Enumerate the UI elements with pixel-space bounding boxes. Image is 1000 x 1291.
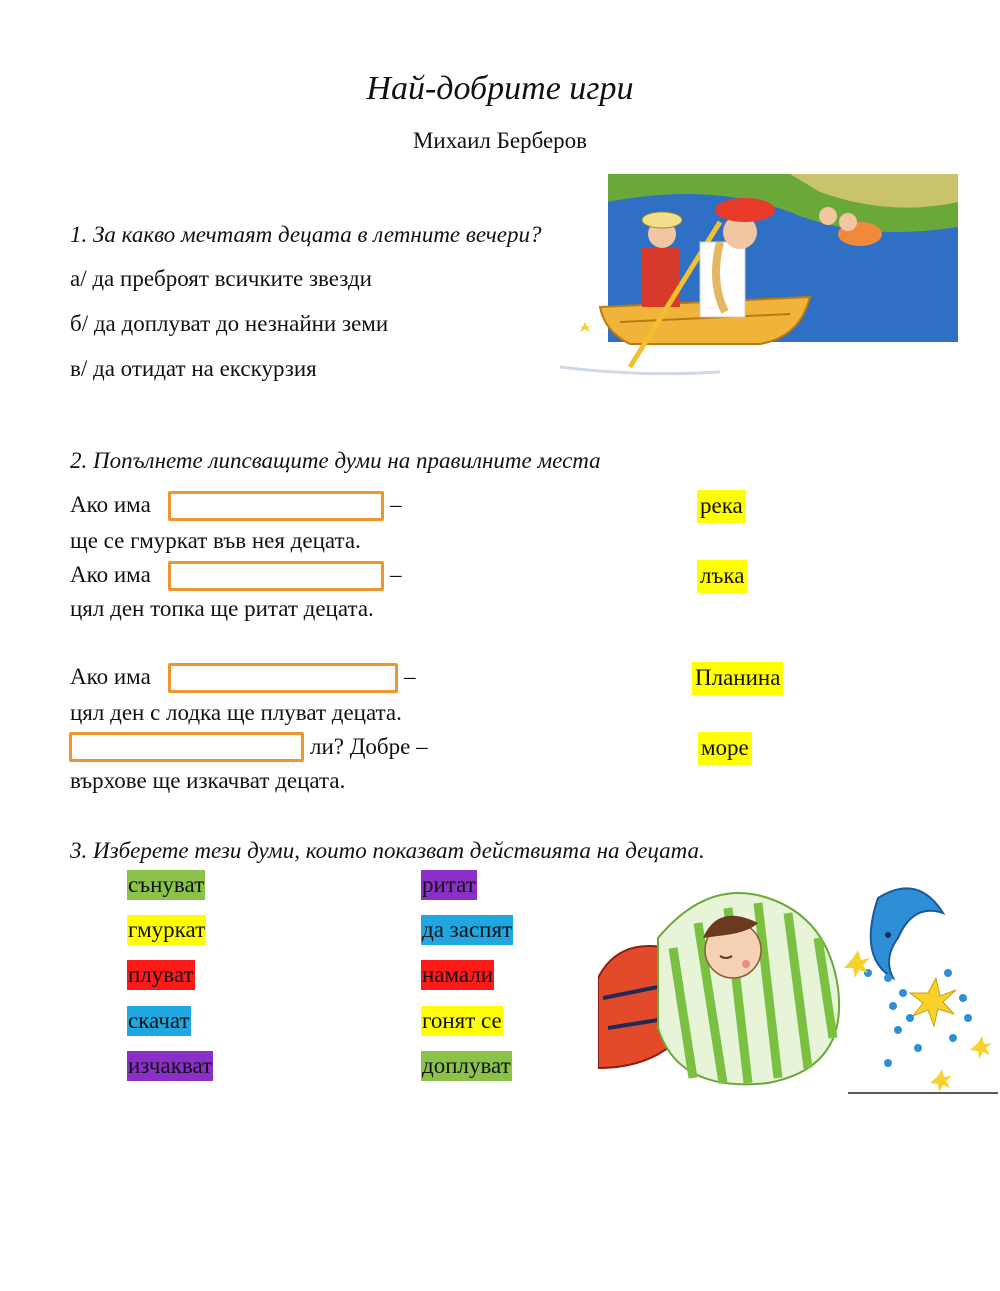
choice-izchakvat[interactable]: изчакват xyxy=(127,1051,213,1081)
choice-gmurkat[interactable]: гмуркат xyxy=(127,915,206,945)
dash: – xyxy=(390,562,402,587)
q2-line6: цял ден с лодка ще плуват децата. xyxy=(70,700,402,725)
q3-question: 3. Изберете тези думи, които показват действията на децата. xyxy=(70,838,705,863)
dash: – xyxy=(390,492,402,517)
choice-gonyat-se[interactable]: гонят се xyxy=(421,1006,503,1036)
blank-input-2[interactable] xyxy=(168,561,384,591)
q2-line8: върхове ще изкачват децата. xyxy=(70,768,346,793)
choice-ritat[interactable]: ритат xyxy=(421,870,477,900)
q2-line4: цял ден топка ще ритат децата. xyxy=(70,596,374,621)
dash: – xyxy=(404,664,416,689)
q1-option-c[interactable]: в/ да отидат на екскурзия xyxy=(70,356,317,381)
q2-line5-label: Ако има xyxy=(70,664,151,689)
q2-line7-suffix: ли? Добре – xyxy=(310,734,428,759)
blank-input-3[interactable] xyxy=(168,663,398,693)
page-title: Най-добрите игри xyxy=(366,70,634,107)
q1-question: 1. За какво мечтаят децата в летните вечери? xyxy=(70,222,542,247)
choice-namali[interactable]: намали xyxy=(421,960,494,990)
blank-input-1[interactable] xyxy=(168,491,384,521)
q2-line1-label: Ако има xyxy=(70,492,151,517)
q1-option-a[interactable]: а/ да преброят всичките звезди xyxy=(70,266,372,291)
boat-illustration xyxy=(560,172,960,382)
q2-question: 2. Попълнете липсващите думи на правилните места xyxy=(70,448,601,473)
author: Михаил Берберов xyxy=(412,128,588,153)
sleeping-child-illustration xyxy=(598,878,998,1100)
q2-line2: ще се гмуркат във нея децата. xyxy=(70,528,361,553)
q2-line3-label: Ако има xyxy=(70,562,151,587)
choice-dopluvat[interactable]: доплуват xyxy=(421,1051,512,1081)
word-chip-more[interactable]: море xyxy=(698,732,752,765)
choice-da-zaspyat[interactable]: да заспят xyxy=(421,915,513,945)
word-chip-laka[interactable]: лъка xyxy=(697,560,747,593)
q1-option-b[interactable]: б/ да доплуват до незнайни земи xyxy=(70,311,389,336)
blank-input-4[interactable] xyxy=(69,732,304,762)
word-chip-reka[interactable]: река xyxy=(697,490,746,523)
word-chip-planina[interactable]: Планина xyxy=(692,662,783,695)
choice-sanuvat[interactable]: сънуват xyxy=(127,870,205,900)
choice-skachat[interactable]: скачат xyxy=(127,1006,191,1036)
choice-pluvat[interactable]: плуват xyxy=(127,960,195,990)
